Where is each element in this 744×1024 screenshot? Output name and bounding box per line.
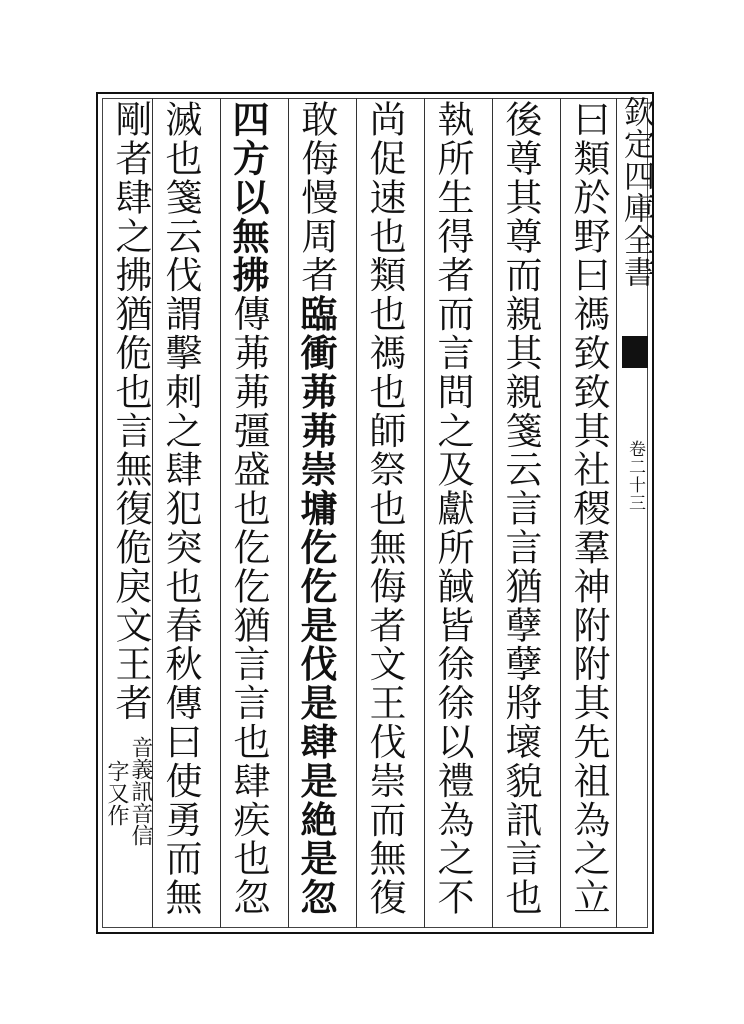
text-column-8 (108, 100, 152, 722)
column-rule (220, 98, 221, 928)
text-column-6 (226, 100, 270, 917)
text-column-3: 執所生得者而言問之及獻所馘皆徐徐以禮為之不 (431, 100, 474, 917)
column-rule (424, 98, 425, 928)
text-column-2: 後尊其尊而親其親箋云言言猶孽孽將壞貌訊言也 (499, 100, 542, 917)
fish-tail-mark (622, 336, 648, 368)
column-rule (356, 98, 357, 928)
column-rule (560, 98, 561, 928)
section-label: 卷二十三 (625, 440, 645, 512)
annotation-left: 字又作 (104, 760, 129, 826)
column-rule (492, 98, 493, 928)
library-title: 欽定四庫全書 (618, 96, 654, 288)
text-column-7: 滅也箋云伐謂擊刺之肆犯突也春秋傳曰使勇而無 (159, 100, 202, 917)
commentary-text: 剛者肆之拂猶佹也言無復佹戾文王者 (109, 100, 152, 723)
text-column-4: 尚促速也類也禡也師祭也無侮者文王伐崇而無復 (363, 100, 406, 917)
annotation-right: 音義訊音信 (128, 736, 153, 846)
text-column-1: 曰類於野曰禡致致其社稷羣神附附其先祖為之立 (567, 100, 610, 917)
commentary-text: 傳茀茀彊盛也仡仡猶言言也肆疾也忽 (227, 294, 270, 917)
text-column-5 (294, 100, 338, 917)
classic-text: 臨衝茀茀崇墉仡仡是伐是肆是絶是忽 (294, 294, 338, 917)
column-rule (288, 98, 289, 928)
classic-text: 四方以無拂 (226, 100, 270, 295)
commentary-text: 敢侮慢周者 (295, 100, 338, 295)
